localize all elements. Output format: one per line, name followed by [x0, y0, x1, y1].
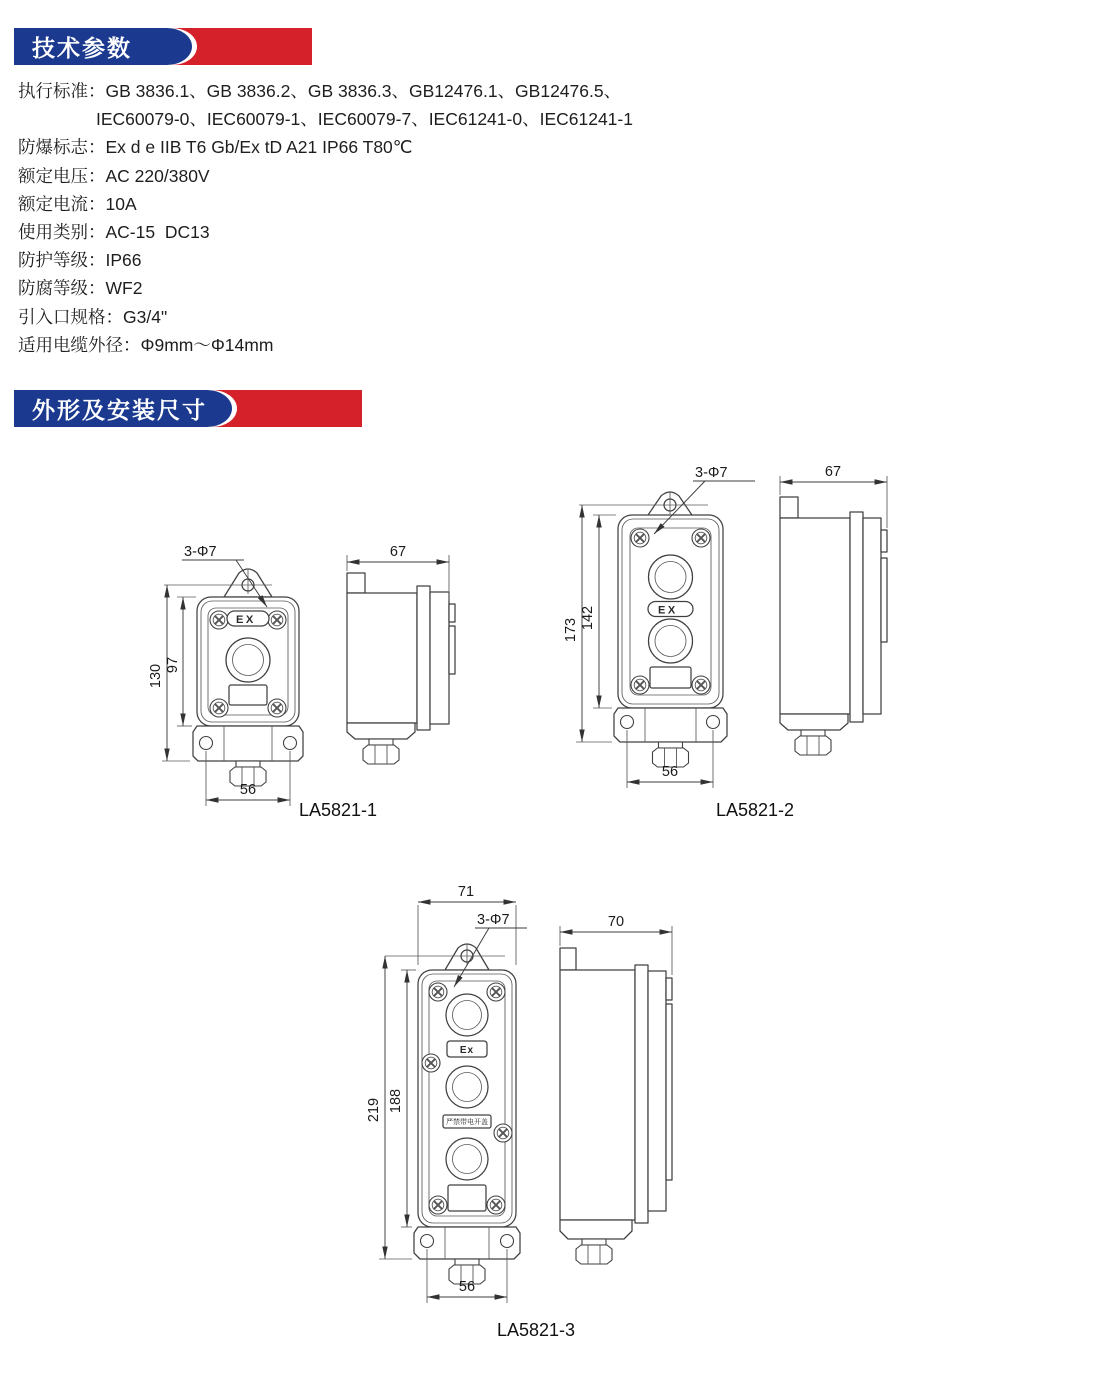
figure-la5821-2 — [555, 450, 965, 840]
figure-caption: LA5821-1 — [298, 800, 378, 820]
dim-height-inner — [165, 597, 196, 726]
side-view — [780, 464, 887, 755]
dim-depth — [560, 914, 672, 975]
section-title-tech-params: 技术参数 — [32, 35, 132, 61]
dim-label: 173 — [563, 617, 579, 643]
dim-label: 130 — [148, 663, 164, 689]
side-view — [347, 544, 455, 764]
spec-line: 防护等级：IP66 — [18, 250, 142, 271]
screw-icon — [422, 1054, 440, 1072]
mounting-hole — [200, 737, 213, 750]
front-view — [385, 912, 527, 1284]
screw-icon — [268, 611, 286, 629]
mounting-hole — [707, 716, 720, 729]
cable-gland — [363, 739, 399, 764]
dim-label: 67 — [389, 544, 407, 560]
screw-icon — [268, 699, 286, 717]
spec-line: 使用类别：AC-15 DC13 — [18, 222, 210, 243]
figure-la5821-1 — [140, 520, 530, 820]
dim-label: 70 — [607, 914, 625, 930]
spec-line: 额定电流：10A — [18, 193, 137, 214]
spec-line: 额定电压：AC 220/380V — [18, 165, 210, 186]
screw-icon — [631, 529, 649, 547]
figure-la5821-3 — [365, 875, 785, 1355]
cable-gland — [795, 730, 831, 755]
side-view — [560, 914, 672, 1264]
banner-blue-bar — [14, 28, 192, 65]
hole-label: 3-Φ7 — [695, 465, 728, 481]
spec-line: IEC60079-0、IEC60079-1、IEC60079-7、IEC61241-0、IEC61241-1 — [96, 109, 633, 130]
mounting-hole — [501, 1235, 514, 1248]
screw-icon — [210, 611, 228, 629]
dim-label: 142 — [580, 605, 596, 631]
warning-plate-label: 严禁带电开盖 — [446, 1119, 488, 1126]
dim-label: 219 — [366, 1097, 382, 1123]
screw-icon — [429, 1196, 447, 1214]
screw-icon — [692, 529, 710, 547]
screw-icon — [487, 983, 505, 1001]
ex-plate-label: Ex — [459, 1045, 475, 1056]
dim-label: 56 — [661, 764, 679, 780]
dim-label: 56 — [239, 782, 257, 798]
spec-line: 适用电缆外径：Φ9mm～Φ14mm — [18, 334, 274, 355]
mounting-hole — [284, 737, 297, 750]
screw-icon — [429, 983, 447, 1001]
dim-label: 188 — [388, 1088, 404, 1114]
hole-label: 3-Φ7 — [184, 544, 217, 560]
name-plate — [448, 1185, 486, 1211]
ex-plate-label: EX — [236, 613, 256, 626]
dim-label: 67 — [824, 464, 842, 480]
screw-icon — [494, 1124, 512, 1142]
dim-label: 97 — [165, 656, 181, 674]
section-title-dimensions: 外形及安装尺寸 — [32, 397, 207, 423]
spec-line: 执行标准：GB 3836.1、GB 3836.2、GB 3836.3、GB12476.1、GB12476.5、 — [18, 81, 622, 101]
ex-plate-label: EX — [658, 604, 678, 617]
mounting-hole — [421, 1235, 434, 1248]
screw-icon — [631, 676, 649, 694]
spec-line: 防爆标志：Ex d e IIB T6 Gb/Ex tD A21 IP66 T80℃ — [18, 137, 413, 158]
spec-line: 防腐等级：WF2 — [18, 278, 143, 299]
front-view — [164, 544, 303, 786]
dim-height-inner — [580, 515, 616, 708]
figure-caption: LA5821-3 — [496, 1320, 576, 1340]
tech-spec-list — [18, 77, 1058, 359]
screw-icon — [487, 1196, 505, 1214]
dim-height-inner — [388, 970, 416, 1227]
name-plate — [650, 667, 691, 688]
cable-gland — [576, 1239, 612, 1264]
banner-blue-bar — [14, 390, 232, 427]
front-view — [579, 465, 755, 767]
dim-label: 56 — [458, 1279, 476, 1295]
figure-caption: LA5821-2 — [715, 800, 795, 820]
screw-icon — [692, 676, 710, 694]
hole-label: 3-Φ7 — [477, 912, 510, 928]
screw-icon — [210, 699, 228, 717]
name-plate — [229, 685, 267, 705]
dim-label: 71 — [457, 884, 475, 900]
spec-line: 引入口规格：G3/4" — [18, 306, 168, 327]
mounting-hole — [621, 716, 634, 729]
